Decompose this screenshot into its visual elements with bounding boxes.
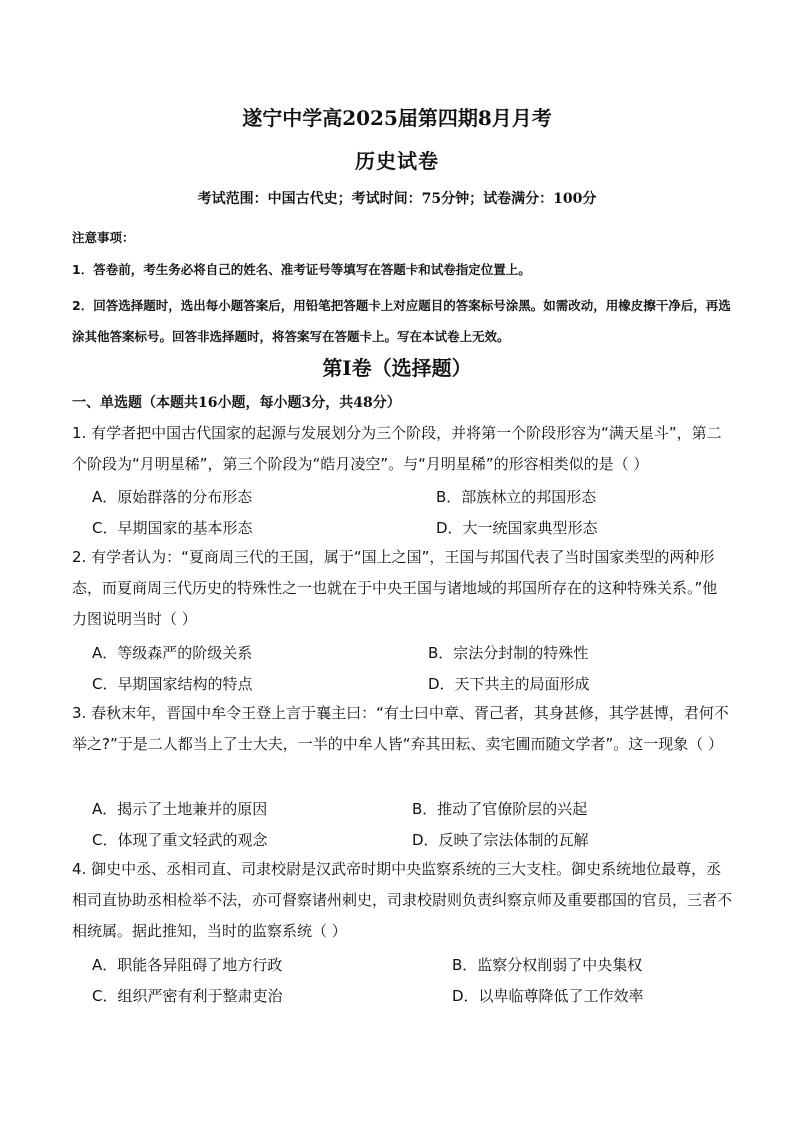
section-title: 一、单选题（本题共16小题，每小题3分，共48分） [72,395,401,411]
question-2-option-d[interactable]: D．天下共主的局面形成 [428,675,590,693]
question-1-option-d[interactable]: D．大一统国家典型形态 [436,519,598,537]
question-4-option-a[interactable]: A．职能各异阻碍了地方行政 [92,956,283,974]
exam-title: 遂宁中学高2025届第四期8月月考 [242,106,552,130]
notes-heading: 注意事项： [72,230,135,245]
notes-item-1: 1．答卷前，考生务必将自己的姓名、准考证号等填写在答题卡和试卷指定位置上。 [72,262,531,277]
notes-item-2: 2．回答选择题时，选出每小题答案后，用铅笔把答题卡上对应题目的答案标号涂黑。如需改动，用橡皮擦干净后，再选涂其他答案标号。回答非选择题时，将答案写在答题卡上。写在本试卷上无效。 [72,298,731,344]
question-4-option-b[interactable]: B．监察分权削弱了中央集权 [452,956,643,974]
question-1-option-a[interactable]: A．原始群落的分布形态 [92,488,253,506]
question-4-option-c[interactable]: C．组织严密有利于整肃吏治 [92,987,283,1005]
question-1-option-b[interactable]: B．部族林立的邦国形态 [436,488,597,506]
exam-subtitle: 历史试卷 [355,149,439,173]
question-3-option-c[interactable]: C．体现了重文轻武的观念 [92,831,268,849]
question-1-stem: 1. 有学者把中国古代国家的起源与发展划分为三个阶段，并将第一个阶段形容为“满天星斗”，第二个阶段为“月明星稀”，第三个阶段为“皓月凌空”。与“月明星稀”的形容相类似的是（ ） [72,424,722,473]
exam-info: 考试范围：中国古代史；考试时间：75分钟；试卷满分：100分 [197,191,597,207]
question-4-stem: 4. 御史中丞、丞相司直、司隶校尉是汉武帝时期中央监察系统的三大支柱。御史系统地位最尊，丞相司直协助丞相检举不法，亦可督察诸州刺史，司隶校尉则负责纠察京师及重要郡国的官员，三者不相统属。据此推知，当时的监察系统（ ） [72,860,733,940]
question-1-option-c[interactable]: C．早期国家的基本形态 [92,519,253,537]
question-2-stem: 2. 有学者认为：“夏商周三代的王国，属于“国上之国”，王国与邦国代表了当时国家类型的两种形态，而夏商周三代历史的特殊性之一也就在于中央王国与诸地域的邦国所存在的这种特殊关系。”他力图说明当时（ ） [72,548,718,628]
question-3-stem: 3. 春秋末年，晋国中牟令王登上言于襄主曰：“有士曰中章、胥己者，其身甚修，其学甚博，君何不举之?”于是二人都当上了士大夫，一半的中牟人皆“弃其田耘、卖宅圃而随文学者”。这一现象（ ） [72,704,729,753]
question-3-option-b[interactable]: B．推动了官僚阶层的兴起 [412,800,588,818]
part-title: 第I卷（选择题） [322,356,472,380]
question-2-option-a[interactable]: A．等级森严的阶级关系 [92,644,253,662]
question-2-option-c[interactable]: C．早期国家结构的特点 [92,675,253,693]
question-4-option-d[interactable]: D．以卑临尊降低了工作效率 [452,987,644,1005]
question-3-option-d[interactable]: D．反映了宗法体制的瓦解 [412,831,589,849]
question-2-option-b[interactable]: B．宗法分封制的特殊性 [428,644,589,662]
question-3-option-a[interactable]: A．揭示了土地兼并的原因 [92,800,268,818]
